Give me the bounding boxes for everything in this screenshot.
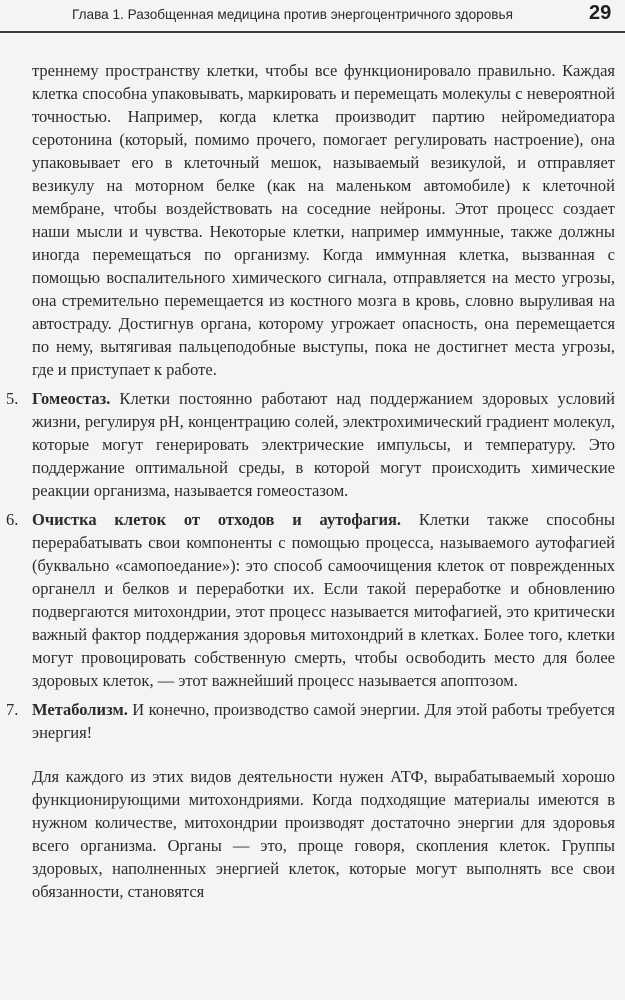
final-paragraph: Для каждого из этих видов деятельности нужен АТФ, вырабатываемый хорошо функционирующими митохондриями. Когда подходящие материалы имеются в нужном количестве, митохондрии производят достаточно энергии для здоровья всего организма. Органы — это, проще говоря, скопления клеток. Группы здоровых, наполненных энергией клеток, которые могут выполнять все свои обязанности, становятся [32, 767, 615, 901]
chapter-title: Глава 1. Разобщенная медицина против энергоцентричного здоровья [72, 7, 513, 22]
continued-paragraph: треннему пространству клетки, чтобы все функционировало правильно. Каждая клетка способна упаковывать, маркировать и перемещать молекулы с невероятной точностью. Например, когда клетка производит партию нейромедиатора серотонина (который, помимо прочего, помогает регулировать настроение), она упаковывает его в клеточный мешок, называемый везикулой, и отправляет везикулу на моторном белке (как на маленьком автомобиле) к клеточной мембране, чтобы воздействовать на соседние нейроны. Этот процесс создает наши мысли и чувства. Некоторые клетки, например иммунные, также должны иногда перемещаться по организму. Когда иммунная клетка, вызванная с помощью воспалительного химического сигнала, отправляется на место угрозы, она стремительно перемещается из костного мозга в кровь, словно выруливая на автостраду. Достигнув органа, которому угрожает опасность, она перемещается по нему, вытягивая пальцеподобные выступы, пока не достигнет места угрозы, где и приступает к работе. [32, 61, 615, 379]
list-term: Очистка клеток от отходов и аутофагия. [32, 510, 402, 529]
running-header [0, 0, 625, 40]
page-number: 29 [589, 2, 612, 24]
list-number: 5. [6, 389, 19, 408]
list-number: 7. [6, 700, 19, 719]
list-item-6 [6, 508, 616, 692]
numbered-list [6, 387, 616, 744]
list-term: Метаболизм. [32, 700, 128, 719]
list-text: И конечно, производство самой энергии. Для этой работы требуется энергия! [32, 700, 615, 742]
list-text: Клетки постоянно работают над поддержанием здоровых условий жизни, регулируя pH, концентрацию солей, электрохимический градиент молекул, которые могут генерировать электрические импульсы, и температуру. Это поддержание оптимальной среды, в которой могут происходить химические реакции организма, называется гомеостазом. [32, 389, 615, 500]
list-term: Гомеостаз. [32, 389, 111, 408]
header-rule [0, 31, 625, 33]
list-number: 6. [6, 510, 19, 529]
list-item-7 [6, 698, 615, 744]
list-item-5 [6, 387, 615, 502]
list-text: Клетки также способны перерабатывать свои компоненты с помощью процесса, называемого аутофагией (буквально «самопоедание»): это способ самоочищения клеток от поврежденных органелл и белков и переработки их. Если такой переработке и обновлению подвергаются митохондрии, этот процесс называется митофагией, это критически важный фактор поддержания здоровья митохондрий в клетках. Более того, клетки могут провоцировать собственную смерть, чтобы освободить место для более здоровых клеток, — этот важнейший процесс называется апоптозом. [32, 510, 616, 690]
page-body [6, 59, 616, 903]
